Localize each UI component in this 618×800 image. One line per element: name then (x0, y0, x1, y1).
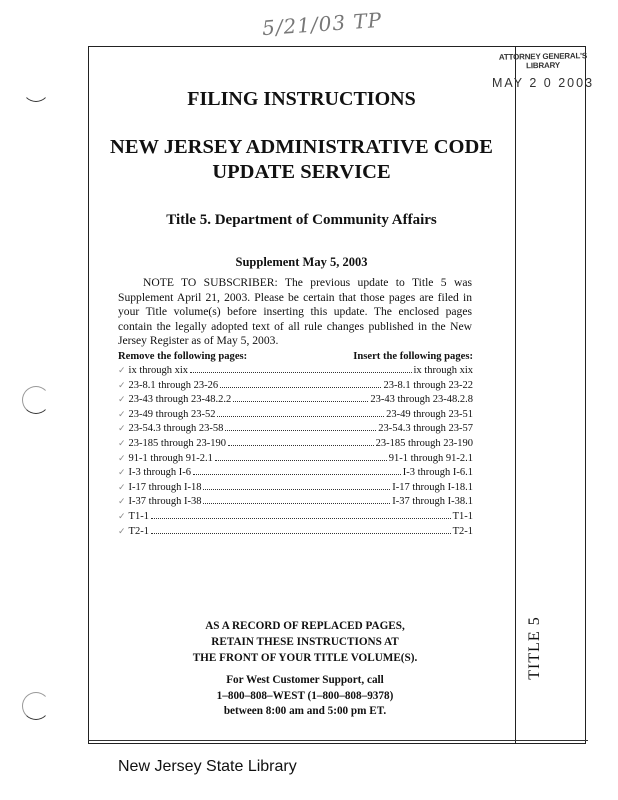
table-row (118, 394, 473, 409)
insert-pages: 91-1 through 91-2.1 (388, 452, 473, 464)
page-replacement-list (118, 351, 473, 540)
dot-leader (215, 460, 387, 461)
subscriber-note: NOTE TO SUBSCRIBER: The previous update to Title 5 was Supplement April 21, 2003. Please be certain that those pages are filed in your Title volume(s) before inserting this update. The enclosed pages contain the legally adopted text of all rule changes published in the New Jersey Register as of May 5, 2003. (118, 276, 472, 348)
bottom-rule (88, 740, 588, 741)
checkmark-icon: ✓ (118, 437, 126, 448)
title-tab-label: TITLE 5 (526, 616, 543, 680)
library-received-stamp (488, 52, 598, 90)
insert-pages: 23-54.3 through 23-57 (378, 423, 473, 435)
insert-pages: 23-43 through 23-48.2.8 (370, 394, 473, 406)
insert-pages: I-37 through I-38.1 (392, 496, 473, 508)
dot-leader (190, 372, 411, 373)
supplement-date: Supplement May 5, 2003 (235, 255, 368, 269)
dot-leader (217, 416, 384, 417)
customer-support (170, 673, 440, 720)
table-row (118, 365, 473, 380)
binder-hole-bottom (22, 692, 50, 720)
remove-header: Remove the following pages: (118, 351, 248, 362)
insert-pages: 23-185 through 23-190 (375, 437, 473, 449)
remove-pages: T2-1 (128, 525, 149, 537)
insert-pages: I-3 through I-6.1 (402, 467, 473, 479)
insert-header: Insert the following pages: (353, 351, 473, 362)
table-row (118, 380, 473, 395)
remove-pages: 91-1 through 91-2.1 (128, 452, 213, 464)
table-row (118, 511, 473, 526)
dot-leader (228, 445, 374, 446)
checkmark-icon: ✓ (118, 467, 126, 478)
checkmark-icon: ✓ (118, 408, 126, 419)
stamp-date: MAY 2 0 2003 (491, 76, 595, 90)
table-row (118, 409, 473, 424)
support-line1: For West Customer Support, call (226, 674, 384, 686)
remove-pages: 23-54.3 through 23-58 (128, 423, 224, 435)
table-row (118, 467, 473, 482)
table-row (118, 453, 473, 468)
insert-pages: 23-49 through 23-51 (386, 408, 473, 420)
remove-pages: I-3 through I-6 (128, 467, 191, 479)
tab-divider-line (515, 46, 516, 744)
record-line1: AS A RECORD OF REPLACED PAGES, (205, 620, 405, 632)
remove-pages: 23-8.1 through 23-26 (128, 379, 219, 391)
dot-leader (203, 489, 390, 490)
code-title-line1: NEW JERSEY ADMINISTRATIVE CODE (110, 136, 493, 158)
code-title (88, 135, 515, 185)
remove-pages: ix through xix (128, 365, 189, 376)
title-subtitle: Title 5. Department of Community Affairs (166, 212, 437, 228)
checkmark-icon: ✓ (118, 481, 126, 492)
binder-hole-middle (22, 386, 50, 414)
checkmark-icon: ✓ (118, 423, 126, 434)
record-line2: RETAIN THESE INSTRUCTIONS AT (211, 636, 399, 648)
dot-leader (203, 503, 390, 504)
table-row (118, 423, 473, 438)
insert-pages: ix through xix (413, 365, 473, 376)
record-notice (150, 618, 460, 666)
table-row (118, 438, 473, 453)
dot-leader (225, 430, 376, 431)
binder-hole-top (22, 74, 50, 102)
footer-library-name: New Jersey State Library (118, 758, 297, 775)
dot-leader (220, 387, 381, 388)
code-title-line2: UPDATE SERVICE (212, 161, 391, 183)
remove-pages: I-17 through I-18 (128, 481, 202, 493)
stamp-org: ATTORNEY GENERAL'S LIBRARY (498, 51, 588, 71)
checkmark-icon: ✓ (118, 452, 126, 463)
insert-pages: 23-8.1 through 23-22 (383, 379, 473, 391)
dot-leader (151, 518, 451, 519)
remove-pages: 23-185 through 23-190 (128, 437, 226, 449)
table-row (118, 496, 473, 511)
checkmark-icon: ✓ (118, 496, 126, 507)
support-phone: 1–800–808–WEST (1–800–808–9378) (216, 689, 394, 702)
checkmark-icon: ✓ (118, 510, 126, 521)
insert-pages: T2-1 (452, 525, 473, 537)
dot-leader (233, 401, 368, 402)
remove-pages: 23-49 through 23-52 (128, 408, 216, 420)
remove-pages: 23-43 through 23-48.2.2 (128, 394, 232, 406)
dot-leader (151, 533, 451, 534)
checkmark-icon: ✓ (118, 525, 126, 536)
handwritten-date-note: 5/21/03 TP (261, 7, 383, 41)
support-hours: between 8:00 am and 5:00 pm ET. (223, 705, 387, 717)
record-line3: THE FRONT OF YOUR TITLE VOLUME(S). (192, 652, 418, 664)
checkmark-icon: ✓ (118, 379, 126, 390)
checkmark-icon: ✓ (118, 394, 126, 405)
insert-pages: T1-1 (452, 510, 473, 522)
checkmark-icon: ✓ (118, 365, 126, 375)
table-row (118, 482, 473, 497)
table-row (118, 526, 473, 541)
remove-pages: T1-1 (128, 510, 149, 522)
list-header (118, 351, 473, 365)
remove-pages: I-37 through I-38 (128, 496, 202, 508)
page-title: FILING INSTRUCTIONS (187, 88, 416, 110)
dot-leader (193, 474, 401, 475)
insert-pages: I-17 through I-18.1 (392, 481, 473, 493)
